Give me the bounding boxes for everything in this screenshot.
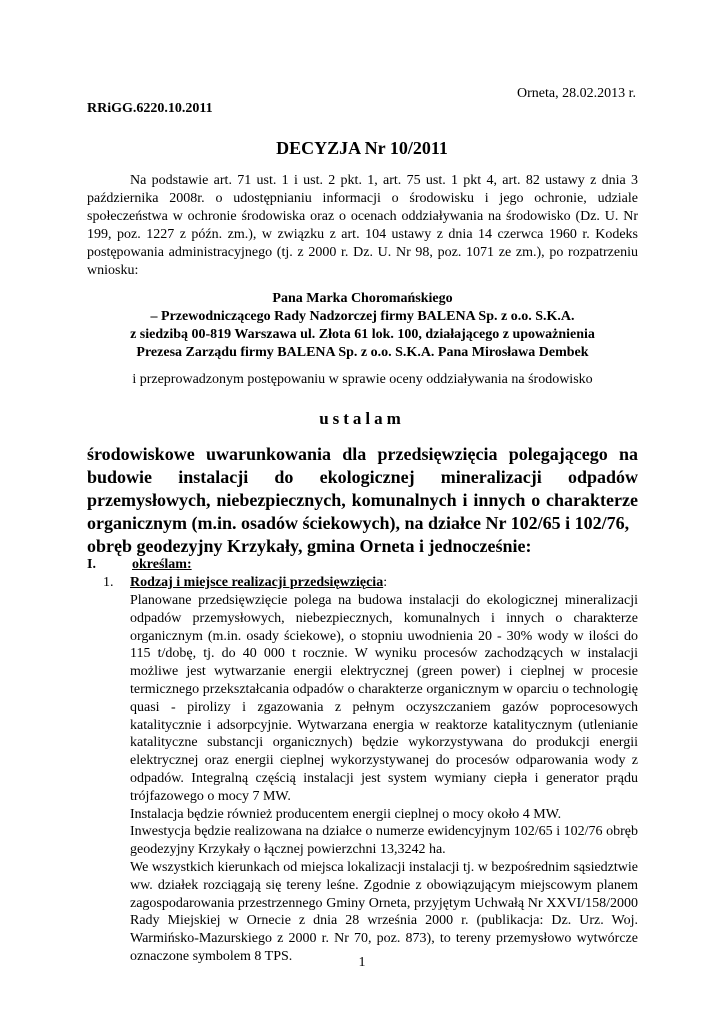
environmental-conditions-last: obręb geodezyjny Krzykały, gmina Orneta i jednocześnie: — [87, 536, 532, 556]
document-date: Orneta, 28.02.2013 r. — [517, 86, 636, 101]
item-1-label: Rodzaj i miejsce realizacji przedsięwzięcia — [130, 575, 384, 590]
applicant-authorization: Prezesa Zarządu firmy BALENA Sp. z o.o. S.K.A. Pana Mirosława Dembek — [136, 345, 589, 360]
page-number: 1 — [358, 955, 366, 970]
body-paragraph-4: We wszystkich kierunkach od miejsca lokalizacji instalacji tj. w bezpośrednim sąsiedztwie ww. działek rozciągają się tereny leśne. Zgodnie z obowiązującym miejscowym planem zagospodarowania przestrzennego Gminy Orneta, przyjętym Uchwałą Nr XXVI/158/2000 Rady Miejskiej w Ornecie z dnia 28 września 2000 r. (publikacja: Dz. Urz. Woj. Warmińsko-Mazurskiego z 2000 r. Nr 70, poz. 873), to tereny przemysłowo wytwórcze oznaczone symbolem 8 TPS. — [130, 859, 638, 964]
decision-title: DECYZJA Nr 10/2011 — [276, 138, 448, 158]
applicant-role: – Przewodniczącego Rady Nadzorczej firmy BALENA Sp. z o.o. S.K.A. — [150, 309, 575, 324]
procedure-line: i przeprowadzonym postępowaniu w sprawie oceny oddziaływania na środowisko — [132, 372, 593, 387]
applicant-address: z siedzibą 00-819 Warszawa ul. Złota 61 lok. 100, działającego z upoważnienia — [130, 327, 595, 342]
body-paragraph-2: Instalacja będzie również producentem energii cieplnej o mocy około 4 MW. — [130, 806, 562, 822]
section-1-number: I. — [87, 557, 96, 572]
ustalam-heading: ustalam — [319, 409, 405, 428]
environmental-conditions — [87, 443, 638, 558]
item-1-body — [130, 592, 638, 966]
legal-basis-paragraph: Na podstawie art. 71 ust. 1 i ust. 2 pkt. 1, art. 75 ust. 1 pkt 4, art. 82 ustawy z dnia 3 października 2008r. o udostępnianiu informacji o środowisku i jego ochronie, udziale społeczeństwa w ochronie środowiska oraz o ocenach oddziaływania na środowisko (Dz. U. Nr 199, poz. 1227 z późn. zm.), w związku z art. 104 ustawy z dnia 14 czerwca 1960 r. Kodeks postępowania administracyjnego (tj. z 2000 r. Dz. U. Nr 98, poz. 1071 ze zm.), po rozpatrzeniu wniosku: — [87, 173, 638, 278]
section-1-heading — [87, 557, 192, 573]
body-paragraph-1: Planowane przedsięwzięcie polega na budowa instalacji do ekologicznej mineralizacji odpadów przemysłowych, niebezpiecznych, komunalnych i innych o charakterze organicznym (m.in. osady ściekowe), o stopniu uwodnienia 20 - 30% wody w ilości do 115 t/dobę, tj. do 40 000 t rocznie. W wyniku procesów zachodzących w instalacji możliwe jest wytwarzanie energii elektrycznej (green power) i cieplnej w procesie termicznego przekształcania odpadów o charakterze organicznym w oparciu o technologię quasi - pirolizy i zgazowania z pełnym oczyszczaniem gazów poprocesowych katalitycznie i adsorpcyjnie. Wytwarzana energia w reaktorze katalitycznym (utlenianie katalityczne substancji organicznych) będzie wykorzystywana do produkcji energii elektrycznej oraz energii cieplnej wykorzystywanej do procesów odparowania wody z odpadów. Integralną częścią instalacji jest system wymiany ciepła i generator prądu trójfazowego o mocy 7 MW. — [130, 593, 638, 804]
section-1-label: określam: — [132, 557, 192, 572]
applicant-block — [87, 290, 638, 362]
applicant-name: Pana Marka Choromańskiego — [272, 291, 453, 306]
reference-number: RRiGG.6220.10.2011 — [87, 101, 213, 116]
item-1-colon: : — [383, 575, 388, 590]
item-1-heading — [103, 575, 387, 591]
environmental-conditions-main: środowiskowe uwarunkowania dla przedsięwzięcia polegającego na budowie instalacji do ekologicznej mineralizacji odpadów przemysłowych, niebezpiecznych, komunalnych i innych o charakterze organicznym (m.in. osadów ściekowych), na działce Nr 102/65 i 102/76, — [87, 444, 638, 533]
body-paragraph-3: Inwestycja będzie realizowana na działce o numerze ewidencyjnym 102/65 i 102/76 obręb geodezyjny Krzykały o łącznej powierzchni 13,3242 ha. — [130, 824, 638, 858]
item-1-number: 1. — [103, 575, 114, 590]
